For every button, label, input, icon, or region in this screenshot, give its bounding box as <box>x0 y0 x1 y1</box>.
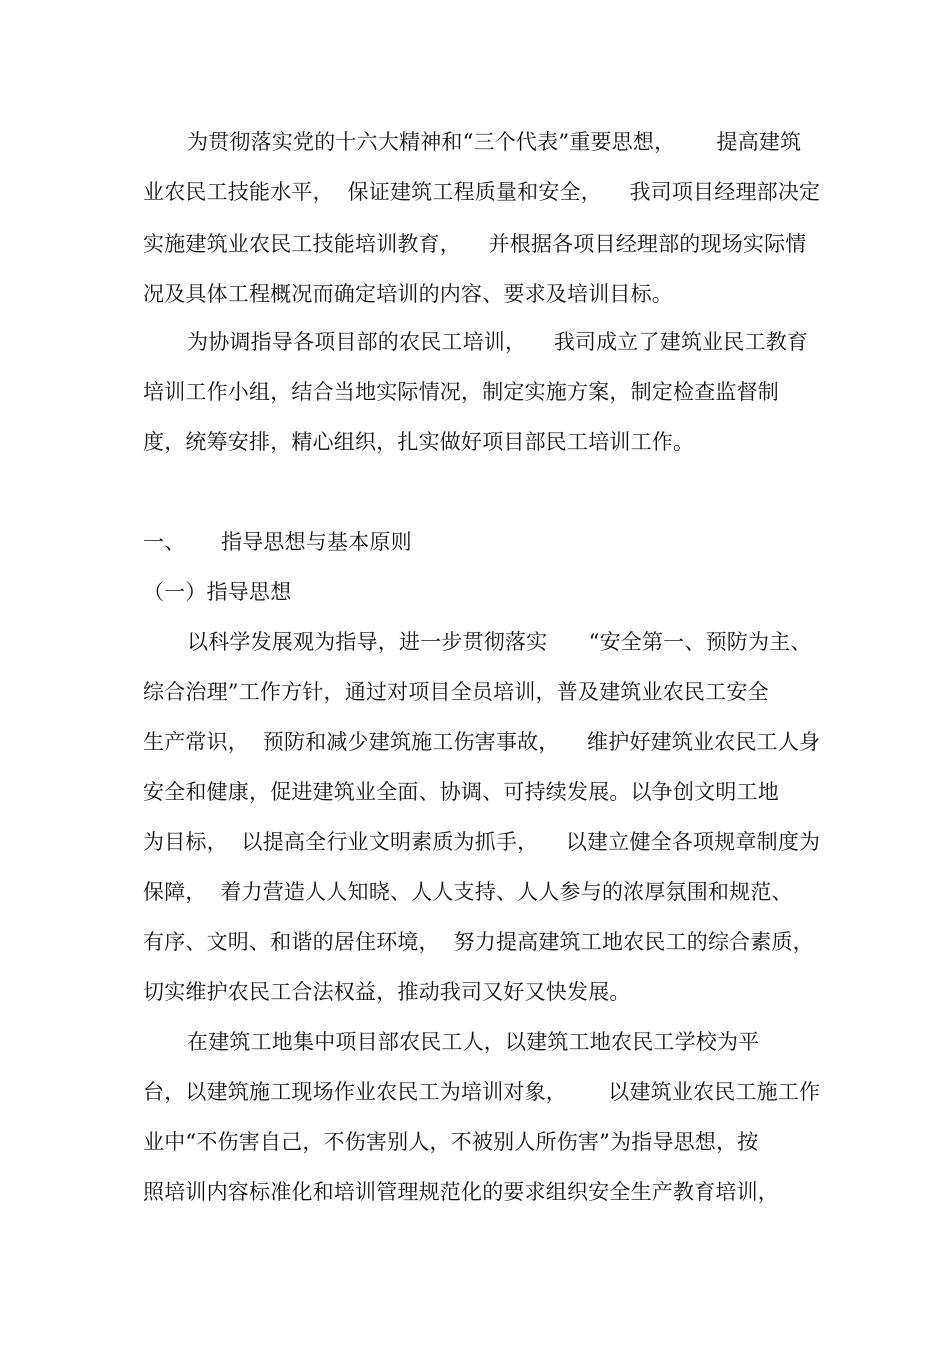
paragraph-4-line-4: 照培训内容标准化和培训管理规范化的要求组织安全生产教育培训， <box>143 1180 779 1204</box>
paragraph-4-line-2: 台，以建筑施工现场作业农民工为培训对象， 以建筑业农民工施工作 <box>143 1080 821 1104</box>
paragraph-1-line-1: 为贯彻落实党的十六大精神和“三个代表”重要思想， 提高建筑 <box>187 130 802 154</box>
paragraph-3-line-1: 以科学发展观为指导，进一步贯彻落实 “安全第一、预防为主、 <box>187 630 812 654</box>
paragraph-2-line-3: 度，统筹安排，精心组织，扎实做好项目部民工培训工作。 <box>143 430 695 454</box>
paragraph-2-line-2: 培训工作小组，结合当地实际情况，制定实施方案，制定检查监督制 <box>143 380 779 404</box>
paragraph-3-line-7: 有序、文明、和谐的居住环境， 努力提高建筑工地农民工的综合素质， <box>143 930 814 954</box>
paragraph-4-line-1: 在建筑工地集中项目部农民工人，以建筑工地农民工学校为平 <box>187 1030 760 1054</box>
paragraph-3-line-3: 生产常识， 预防和减少建筑施工伤害事故， 维护好建筑业农民工人身 <box>143 730 821 754</box>
section-1-title: 指导思想与基本原则 <box>221 530 412 554</box>
paragraph-4-line-3: 业中“不伤害自己，不伤害别人，不被别人所伤害”为指导思想，按 <box>143 1130 759 1154</box>
paragraph-3-line-5: 为目标， 以提高全行业文明素质为抓手， 以建立健全各项规章制度为 <box>143 830 821 854</box>
paragraph-1-line-2: 业农民工技能水平， 保证建筑工程质量和安全， 我司项目经理部决定 <box>143 180 821 204</box>
paragraph-3-line-4: 安全和健康，促进建筑业全面、协调、可持续发展。以争创文明工地 <box>143 780 779 804</box>
paragraph-1-line-4: 况及具体工程概况而确定培训的内容、要求及培训目标。 <box>143 282 673 306</box>
paragraph-3-line-8: 切实维护农民工合法权益，推动我司又好又快发展。 <box>143 980 631 1004</box>
paragraph-3-line-6: 保障， 着力营造人人知晓、人人支持、人人参与的浓厚氛围和规范、 <box>143 880 793 904</box>
subsection-1-title: （一）指导思想 <box>143 580 292 604</box>
paragraph-1-line-3: 实施建筑业农民工技能培训教育， 并根据各项目经理部的现场实际情 <box>143 232 807 256</box>
paragraph-3-line-2: 综合治理”工作方针，通过对项目全员培训，普及建筑业农民工安全 <box>143 680 769 704</box>
paragraph-2-line-1: 为协调指导各项目部的农民工培训， 我司成立了建筑业民工教育 <box>187 330 809 354</box>
section-1-number: 一、 <box>143 530 186 554</box>
